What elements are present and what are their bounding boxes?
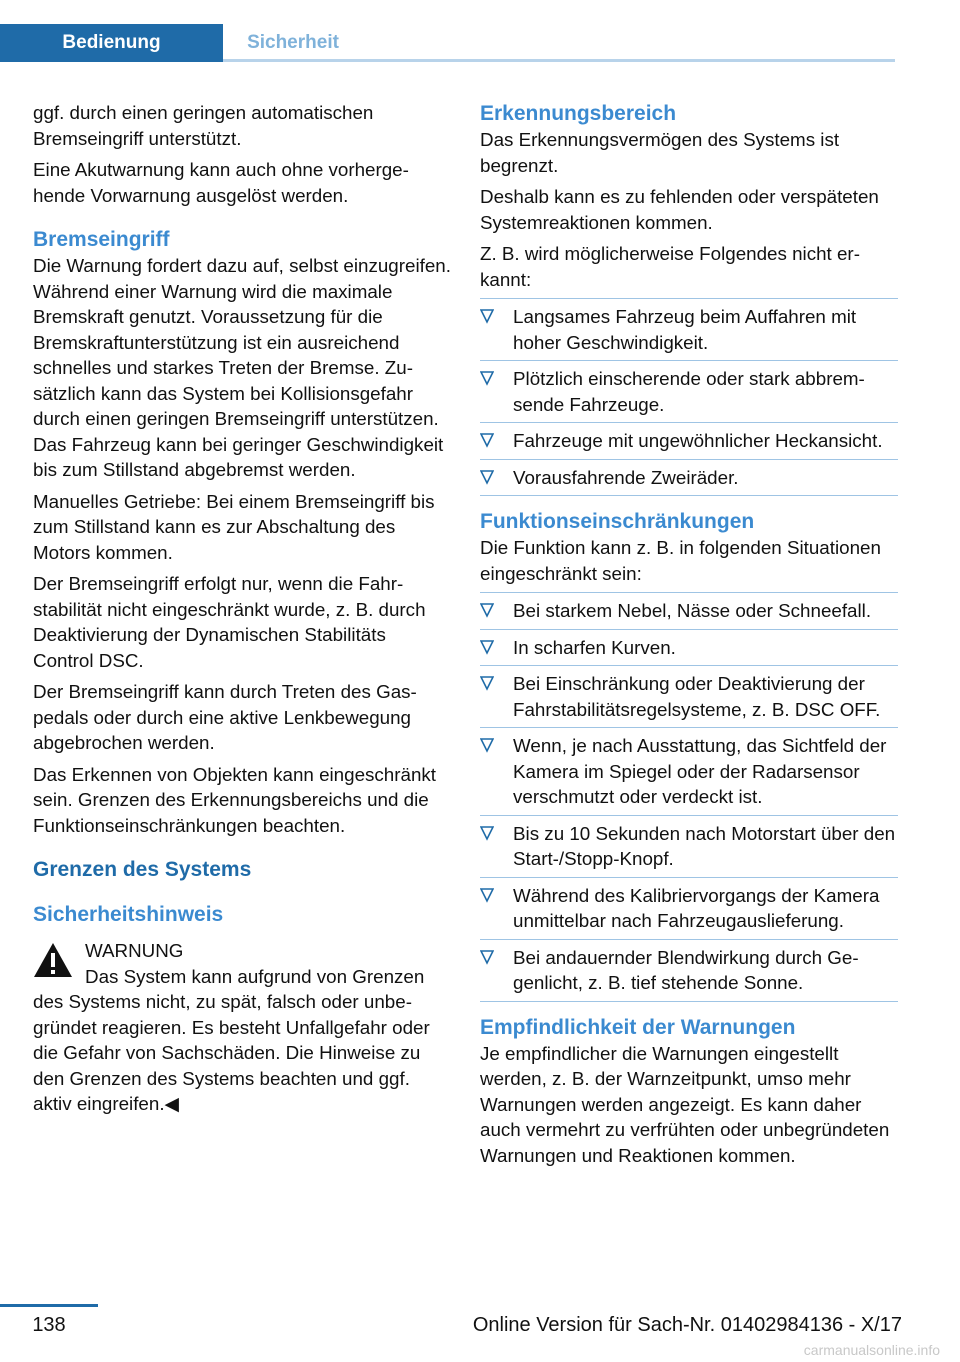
header-rule [223,59,895,62]
paragraph: Der Bremseingriff kann durch Treten des Gaspedals oder durch eine aktive Lenkbewegung abgebrochen werden. [33,681,417,753]
heading-grenzen-des-systems: Grenzen des Systems [33,858,252,881]
list-item [480,878,898,940]
paragraph: Eine Akutwarnung kann auch ohne vorhergehende Vorwarnung ausgelöst werden. [33,159,409,206]
warning-label: WARNUNG [85,940,184,961]
page-number: 138 [32,1314,66,1336]
list-item [480,728,898,816]
triangle-bullet-icon [480,887,494,903]
heading-funktionseinschraenkungen: Funktionseinschränkungen [480,510,755,533]
list-item-text: In scharfen Kurven. [513,636,676,658]
list-item-text: Bei Einschränkung oder Deaktivierung der Fahrstabilitätsregelsysteme, z. B. DSC OFF. [513,673,881,720]
footer-rule [0,1304,98,1307]
triangle-bullet-icon [480,602,494,618]
list-item-text: Wenn, je nach Ausstattung, das Sichtfeld der Kamera im Spiegel oder der Radarsensor verschmutzt oder verdeckt ist. [513,735,887,807]
list-item [480,361,898,423]
list-item-text: Bis zu 10 Sekunden nach Motorstart über den Start-/Stopp-Knopf. [513,822,896,869]
list-item [480,666,898,728]
list-item-text: Vorausfahrende Zweiräder. [513,466,739,488]
tab-bedienung[interactable]: Bedienung [0,24,223,62]
list-item [480,423,898,460]
triangle-bullet-icon [480,639,494,655]
triangle-bullet-icon [480,308,494,324]
list-item-text: Bei starkem Nebel, Nässe oder Schneefall. [513,600,872,621]
list-item [480,592,898,630]
triangle-bullet-icon [480,370,494,386]
list-item [480,816,898,878]
paragraph: ggf. durch einen geringen automatischen Bremseingriff unterstützt. [33,102,374,149]
paragraph: Der Bremseingriff erfolgt nur, wenn die Fahrstabilität nicht eingeschränkt wurde, z. B. durch Deaktivierung der Dynamischen Stabilitäts Control DSC. [33,573,426,671]
list-item-text: Langsames Fahrzeug beim Auffahren mit hoher Geschwindigkeit. [513,306,857,353]
list-item-text: Plötzlich einscherende oder stark abbremsende Fahrzeuge. [513,368,865,415]
online-version-text: Online Version für Sach-Nr. 01402984136 - X/17 [472,1314,902,1336]
heading-erkennungsbereich: Erkennungsbereich [480,102,677,125]
list-item [480,940,898,1002]
paragraph: Die Funktion kann z. B. in folgenden Situationen eingeschränkt sein: [480,537,881,584]
warning-text: des Systems nicht, zu spät, falsch oder unbegründet reagieren. Es besteht Unfallgefahr oder die Gefahr von Sachschäden. Die Hinweise zu den Grenzen des Systems beachten und ggf. aktiv eingreifen.◀ [33,991,430,1114]
list-item-text: Bei andauernder Blendwirkung durch Gegenlicht, z. B. tief stehende Sonne. [513,946,859,993]
paragraph: Manuelles Getriebe: Bei einem Bremseingriff bis zum Stillstand kann es zur Abschaltung des Motors kommen. [33,490,435,563]
triangle-bullet-icon [480,737,494,753]
warning-box [33,938,451,1117]
list-item-text: Während des Kalibriervorgangs der Kamera unmittelbar nach Fahrzeugauslieferung. [513,884,880,931]
heading-sicherheitshinweis: Sicherheitshinweis [33,903,224,926]
list-erkennung [480,298,898,496]
paragraph: Je empfindlicher die Warnungen eingestellt werden, z. B. der Warnzeitpunkt, umso mehr Warnungen werden angezeigt. Es kann daher auch vermehrt zu verfrühten oder unbegründeten Warnungen und Reaktionen kommen. [480,1042,890,1166]
warning-triangle-icon [33,942,73,978]
list-funktion [480,592,898,1002]
list-item [480,460,898,497]
triangle-bullet-icon [480,825,494,841]
warning-text: Das System kann aufgrund von Grenzen [85,965,425,987]
triangle-bullet-icon [480,469,494,485]
triangle-bullet-icon [480,949,494,965]
list-item [480,298,898,361]
heading-empfindlichkeit: Empfindlichkeit der Warnungen [480,1015,796,1039]
paragraph: Die Warnung fordert dazu auf, selbst einzugreifen. Während einer Warnung wird die maximale Bremskraft genutzt. Voraussetzung für die Bremskraftunterstützung ist ein ausreichend schnelles und starkes Treten der Bremse. Zusätzlich kann das System bei Kollisionsgefahr durch einen geringen Bremseingriff unterstützen. Das Fahrzeug kann bei geringer Geschwindigkeit bis zum Stillstand abgebremst werden. [33,255,451,480]
tab-sicherheit[interactable]: Sicherheit [247,32,339,53]
triangle-bullet-icon [480,432,494,448]
left-column [33,100,451,1117]
triangle-bullet-icon [480,675,494,691]
watermark: carmanualsonline.info [803,1342,940,1358]
paragraph: Deshalb kann es zu fehlenden oder verspäteten Systemreaktionen kommen. [480,186,879,233]
right-column [480,100,898,1174]
list-item [480,630,898,667]
list-item-text: Fahrzeuge mit ungewöhnlicher Heckansicht. [513,430,883,451]
paragraph: Z. B. wird möglicherweise Folgendes nicht erkannt: [480,243,860,290]
header-tabs [0,24,895,62]
paragraph: Das Erkennungsvermögen des Systems ist begrenzt. [480,129,840,176]
heading-bremseingriff: Bremseingriff [33,228,170,251]
paragraph: Das Erkennen von Objekten kann eingeschränkt sein. Grenzen des Erkennungsbereichs und die Funktionseinschränkungen beachten. [33,763,436,836]
